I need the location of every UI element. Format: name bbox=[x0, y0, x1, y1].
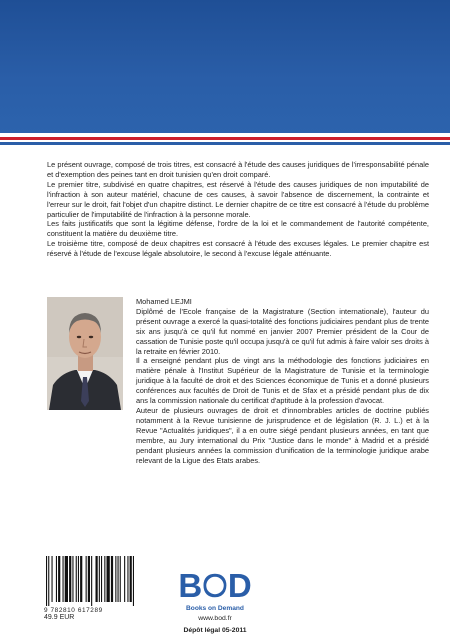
barcode-bar bbox=[91, 556, 92, 606]
book-summary bbox=[47, 160, 429, 259]
author-name: Mohamed LEJMI bbox=[136, 297, 192, 306]
barcode-bar bbox=[80, 556, 82, 602]
author-paragraph-1: Diplômé de l'Ecole française de la Magistrature (Section internationale), l'auteur du présent ouvrage a exercé la quasi-totalité des fonctions judiciaires pendant plus de trente six ans jusqu'à ce qu'il fut nommé en janvier 2007 Premier président de la Cour de cassation de Tunisie poste qu'il occupa jusqu'à ce qu'il fut admis à faire valoir ses droits à la retraite en février 2010. bbox=[136, 306, 429, 356]
price-label: 49.9 EUR bbox=[44, 614, 75, 621]
bod-logo-text: BOD bbox=[178, 567, 252, 604]
barcode-bar bbox=[69, 556, 71, 602]
summary-paragraph-2: Le premier titre, subdivisé en quatre chapitres, est réservé à l'étude des causes juridiques de non imputabilité de l'infraction à son auteur matériel, chacune de ces causes, à savoir l'absence de discernement, la contrainte et l'erreur sur le droit, fait l'objet d'un chapitre distinct. Le dernier chapitre de ce titre est consacré à l'étude du problème particulier de l'imputabilité de l'infraction à la personne morale. bbox=[47, 179, 429, 219]
barcode-bar bbox=[72, 556, 73, 602]
author-paragraph-3: Auteur de plusieurs ouvrages de droit et d'innombrables articles de doctrine publiés notamment à la Revue tunisienne de jurisprudence et de législation (R. J. L.) et à la Revue "Actualités juridiques", il a en outre siégé pendant plusieurs années, en tant que membre, au Jury international du Prix "Justice dans le monde" à Madrid et a présidé pendant plusieurs années la commission d'unification de la terminologie juridique arabe relevant de la Ligue des Etats arabes. bbox=[136, 405, 429, 465]
barcode-bar bbox=[127, 556, 128, 602]
barcode-bar bbox=[133, 556, 134, 606]
bod-logo bbox=[171, 566, 259, 604]
barcode-bar bbox=[104, 556, 105, 602]
stripe-blue bbox=[0, 142, 450, 145]
barcode-bar bbox=[46, 556, 47, 606]
author-paragraph-2: Il a enseigné pendant plus de vingt ans la méthodologie des fonctions judiciaires en matière pénale à l'Institut Supérieur de la Magistrature de Tunisie et la terminologie juridique à la faculté de droit et des Sciences économique de Tunis et a donné plusieurs conférences aux facultés de Droit de Tunis et de Sfax et a présidé pendant plus de dix ans la commission nationale du certificat d'aptitude à la profession d'avocat. bbox=[136, 356, 429, 406]
barcode-bar bbox=[88, 556, 90, 602]
barcode-bar bbox=[78, 556, 79, 602]
bod-tagline: Books on Demand bbox=[186, 605, 244, 612]
barcode-digits: 9 782810 617289 bbox=[44, 607, 103, 614]
legal-deposit: Dépôt légal 05-2011 bbox=[183, 627, 247, 634]
barcode-bar bbox=[111, 556, 113, 602]
barcode-bar bbox=[96, 556, 98, 602]
barcode-bar bbox=[130, 556, 132, 602]
publisher-url: www.bod.fr bbox=[198, 615, 232, 622]
summary-paragraph-4: Le troisième titre, composé de deux chapitres est consacré à l'étude des excuses légales. Le premier chapitre est réservé à l'étude de l'excuse légale absolutoire, le second à l'excuse légale atténuante. bbox=[47, 239, 429, 259]
barcode-bar bbox=[101, 556, 102, 602]
barcode-bar bbox=[52, 556, 53, 602]
author-bio bbox=[136, 297, 429, 465]
barcode-bar bbox=[120, 556, 121, 602]
author-photo bbox=[47, 297, 123, 410]
cover-top-band bbox=[0, 0, 450, 133]
barcode-bar bbox=[86, 556, 87, 602]
summary-paragraph-3: Les faits justificatifs que sont la légitime défense, l'ordre de la loi et le commandement de l'autorité compétente, constituent la matière du deuxième titre. bbox=[47, 219, 429, 239]
summary-paragraph-1: Le présent ouvrage, composé de trois titres, est consacré à l'étude des causes juridiques de l'irresponsabilité pénale et d'exemption des peines tant en droit tunisien qu'en droit comparé. bbox=[47, 160, 429, 179]
barcode-icon bbox=[44, 556, 144, 606]
barcode-bar bbox=[63, 556, 64, 602]
barcode-bar bbox=[58, 556, 60, 602]
barcode-bar bbox=[56, 556, 57, 602]
barcode-bar bbox=[118, 556, 119, 602]
bod-logo-icon bbox=[171, 566, 259, 604]
barcode-bar bbox=[99, 556, 100, 602]
barcode-bar bbox=[65, 556, 68, 602]
barcode-bar bbox=[107, 556, 110, 602]
author-portrait-icon bbox=[47, 297, 123, 410]
barcode-bar bbox=[48, 556, 49, 606]
barcode-bar bbox=[115, 556, 116, 602]
barcode-bar bbox=[124, 556, 125, 602]
barcode-bar bbox=[76, 556, 77, 602]
